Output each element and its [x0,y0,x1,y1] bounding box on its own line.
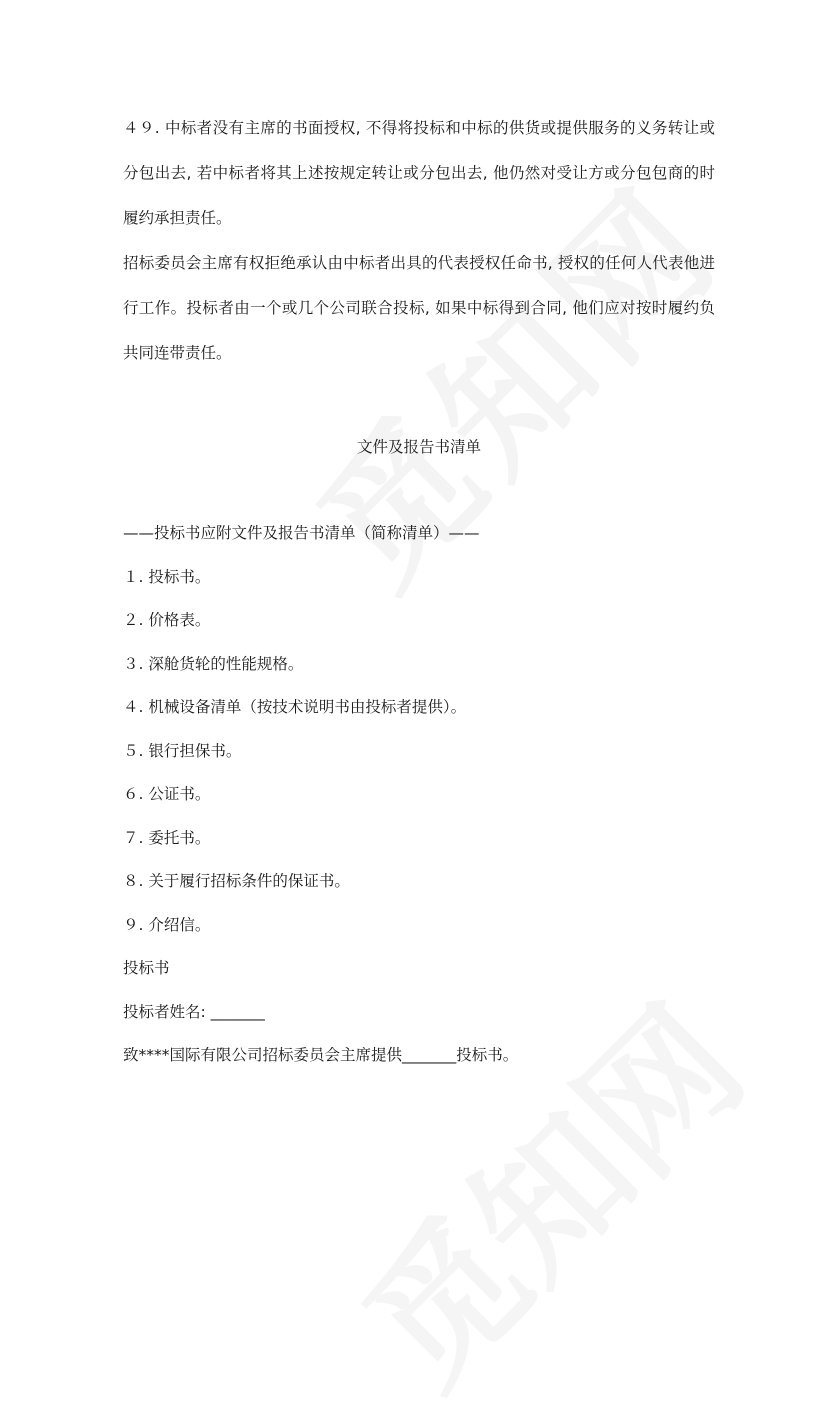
document-body [123,106,715,1078]
list-item: ９. 介绍信。 [123,915,211,934]
list-item: ５. 银行担保书。 [123,741,242,760]
list-intro: ——投标书应附文件及报告书清单（简称清单）—— [123,524,480,542]
list-item: ２. 价格表。 [123,611,211,629]
list-item: ７. 委托书。 [123,828,211,847]
list-item: ８. 关于履行招标条件的保证书。 [123,872,350,890]
bidder-name-field: 投标者姓名: _______ [123,1002,265,1021]
list-item: ６. 公证书。 [123,785,211,803]
list-item: ３. 深舱货轮的性能规格。 [123,654,304,673]
form-title: 投标书 [123,959,170,977]
spacer [123,470,715,512]
list-item: ４. 机械设备清单（按技术说明书由投标者提供）。 [123,698,467,716]
paragraph-49: ４９. 中标者没有主席的书面授权, 不得将投标和中标的供货或提供服务的义务转让或分包出去, 若中标者将其上述按规定转让或分包出去, 他仍然对受让方或分包包商的时履约承担责任。 [123,119,715,227]
section-title: 文件及报告书清单 [356,438,481,456]
list-item: １. 投标书。 [123,567,211,586]
addressee-line: 致****国际有限公司招标委员会主席提供_______投标书。 [123,1046,519,1064]
paragraph-authorization: 招标委员会主席有权拒绝承认由中标者出具的代表授权任命书, 授权的任何人代表他进行工作。投标者由一个或几个公司联合投标, 如果中标得到合同, 他们应对按时履约负共同连带责任。 [123,254,715,362]
